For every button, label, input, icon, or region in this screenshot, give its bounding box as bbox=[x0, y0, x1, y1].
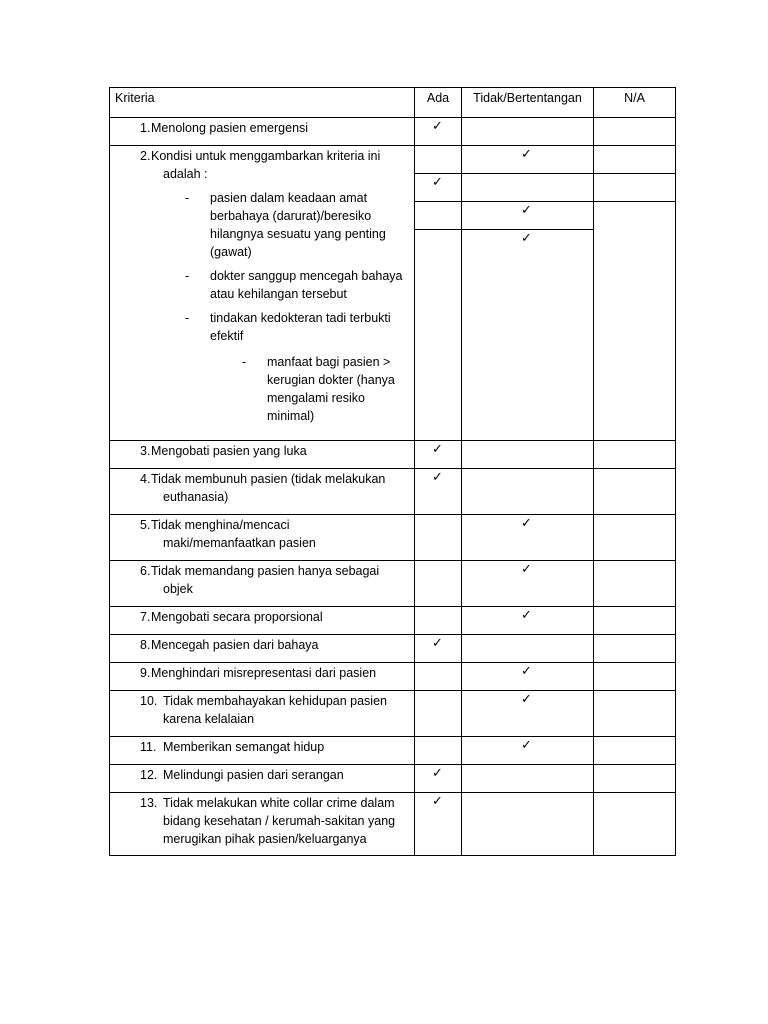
header-kriteria: Kriteria bbox=[110, 88, 415, 118]
ada-cell bbox=[415, 765, 462, 793]
tidak-cell bbox=[462, 737, 594, 765]
ada-cell bbox=[415, 118, 462, 146]
dash-bullet: - bbox=[185, 311, 190, 325]
na-cell bbox=[594, 441, 676, 469]
criteria-text-continued: adalah : bbox=[163, 167, 208, 181]
check-mark-icon: ✓ bbox=[432, 793, 443, 808]
criteria-text: Tidak melakukan white collar crime dalam bbox=[163, 796, 395, 810]
na-cell bbox=[594, 737, 676, 765]
criteria-number: 8. bbox=[140, 638, 151, 652]
criteria-cell bbox=[110, 663, 415, 691]
check-mark-icon: ✓ bbox=[521, 663, 532, 678]
sub-sub-criteria-item bbox=[110, 353, 410, 425]
table-row bbox=[110, 663, 676, 691]
sub-criteria-item bbox=[110, 309, 410, 345]
check-mark-icon: ✓ bbox=[521, 737, 532, 752]
tidak-cell bbox=[462, 515, 594, 561]
criteria-number: 10. bbox=[140, 694, 158, 708]
sub-criteria-text: manfaat bagi pasien > kerugian dokter (hanya mengalami resiko minimal) bbox=[267, 355, 395, 423]
tidak-cell bbox=[462, 635, 594, 663]
criteria-cell bbox=[110, 765, 415, 793]
table-row bbox=[110, 561, 676, 607]
criteria-cell bbox=[110, 691, 415, 737]
header-na: N/A bbox=[594, 88, 676, 118]
check-mark-icon: ✓ bbox=[432, 118, 443, 133]
dash-bullet: - bbox=[242, 355, 247, 369]
criteria-text: Tidak membahayakan kehidupan pasien bbox=[163, 694, 387, 708]
table-header-row bbox=[110, 88, 676, 118]
criteria-number: 13. bbox=[140, 796, 158, 810]
dash-bullet: - bbox=[185, 191, 190, 205]
criteria-text: Tidak memandang pasien hanya sebagai bbox=[151, 564, 380, 578]
na-cell bbox=[594, 174, 676, 202]
criteria-cell bbox=[110, 441, 415, 469]
na-cell bbox=[594, 469, 676, 515]
criteria-text: Kondisi untuk menggambarkan kriteria ini bbox=[151, 149, 381, 163]
ada-cell bbox=[415, 146, 462, 174]
ada-cell bbox=[415, 561, 462, 607]
check-mark-icon: ✓ bbox=[521, 607, 532, 622]
table-row bbox=[110, 469, 676, 515]
criteria-text: Melindungi pasien dari serangan bbox=[163, 768, 344, 782]
criteria-text: Tidak membunuh pasien (tidak melakukan bbox=[151, 472, 386, 486]
check-mark-icon: ✓ bbox=[521, 515, 532, 530]
na-cell bbox=[594, 765, 676, 793]
tidak-cell bbox=[462, 469, 594, 515]
check-mark-icon: ✓ bbox=[521, 230, 532, 245]
na-cell bbox=[594, 663, 676, 691]
criteria-text: Mencegah pasien dari bahaya bbox=[151, 638, 319, 652]
criteria-cell bbox=[110, 635, 415, 663]
na-cell bbox=[594, 635, 676, 663]
header-tidak-bertentangan: Tidak/Bertentangan bbox=[462, 88, 594, 118]
ada-cell bbox=[415, 737, 462, 765]
table-row bbox=[110, 765, 676, 793]
criteria-cell bbox=[110, 146, 415, 441]
sub-criteria-item bbox=[110, 189, 410, 261]
ada-cell bbox=[415, 691, 462, 737]
criteria-document bbox=[109, 87, 675, 856]
table-row bbox=[110, 441, 676, 469]
criteria-cell bbox=[110, 737, 415, 765]
criteria-text: Menolong pasien emergensi bbox=[151, 121, 309, 135]
check-mark-icon: ✓ bbox=[521, 691, 532, 706]
tidak-cell bbox=[462, 174, 594, 202]
tidak-cell bbox=[462, 146, 594, 174]
criteria-text-continued: bidang kesehatan / kerumah-sakitan yang bbox=[163, 814, 396, 828]
criteria-cell bbox=[110, 793, 415, 856]
tidak-cell bbox=[462, 441, 594, 469]
check-mark-icon: ✓ bbox=[521, 146, 532, 161]
criteria-cell bbox=[110, 607, 415, 635]
criteria-text-continued: maki/memanfaatkan pasien bbox=[163, 536, 316, 550]
tidak-cell bbox=[462, 230, 594, 441]
tidak-cell bbox=[462, 663, 594, 691]
sub-criteria-item bbox=[110, 267, 410, 303]
tidak-cell bbox=[462, 202, 594, 230]
criteria-cell bbox=[110, 515, 415, 561]
criteria-text: Menghindari misrepresentasi dari pasien bbox=[151, 666, 377, 680]
tidak-cell bbox=[462, 561, 594, 607]
table-row bbox=[110, 118, 676, 146]
table-row bbox=[110, 793, 676, 856]
table-row bbox=[110, 515, 676, 561]
na-cell bbox=[594, 118, 676, 146]
criteria-number: 3. bbox=[140, 444, 151, 458]
criteria-number: 2. bbox=[140, 149, 151, 163]
criteria-text: Mengobati pasien yang luka bbox=[151, 444, 307, 458]
ada-cell bbox=[415, 515, 462, 561]
table-row bbox=[110, 146, 676, 174]
ada-cell bbox=[415, 607, 462, 635]
criteria-text: Memberikan semangat hidup bbox=[163, 740, 325, 754]
na-cell bbox=[594, 691, 676, 737]
check-mark-icon: ✓ bbox=[432, 469, 443, 484]
criteria-text-continued: objek bbox=[163, 582, 193, 596]
criteria-cell bbox=[110, 118, 415, 146]
check-mark-icon: ✓ bbox=[521, 202, 532, 217]
criteria-number: 7. bbox=[140, 610, 151, 624]
na-cell bbox=[594, 202, 676, 441]
check-mark-icon: ✓ bbox=[432, 441, 443, 456]
criteria-table bbox=[109, 87, 676, 856]
criteria-cell bbox=[110, 561, 415, 607]
sub-criteria-text: tindakan kedokteran tadi terbukti efektif bbox=[210, 311, 391, 343]
table-row bbox=[110, 737, 676, 765]
sub-criteria-text: pasien dalam keadaan amat berbahaya (darurat)/beresiko hilangnya sesuatu yang penting (gawat) bbox=[210, 191, 386, 259]
criteria-text: Tidak menghina/mencaci bbox=[151, 518, 290, 532]
ada-cell bbox=[415, 635, 462, 663]
na-cell bbox=[594, 561, 676, 607]
ada-cell bbox=[415, 441, 462, 469]
dash-bullet: - bbox=[185, 269, 190, 283]
ada-cell bbox=[415, 663, 462, 691]
tidak-cell bbox=[462, 691, 594, 737]
criteria-number: 12. bbox=[140, 768, 158, 782]
ada-cell bbox=[415, 230, 462, 441]
criteria-number: 9. bbox=[140, 666, 151, 680]
criteria-text: Mengobati secara proporsional bbox=[151, 610, 323, 624]
tidak-cell bbox=[462, 765, 594, 793]
check-mark-icon: ✓ bbox=[432, 174, 443, 189]
criteria-number: 11. bbox=[140, 740, 157, 754]
na-cell bbox=[594, 515, 676, 561]
ada-cell bbox=[415, 202, 462, 230]
criteria-number: 5. bbox=[140, 518, 151, 532]
criteria-text-continued: merugikan pihak pasien/keluarganya bbox=[163, 832, 367, 846]
header-ada: Ada bbox=[415, 88, 462, 118]
check-mark-icon: ✓ bbox=[521, 561, 532, 576]
table-row bbox=[110, 691, 676, 737]
check-mark-icon: ✓ bbox=[432, 635, 443, 650]
table-row bbox=[110, 607, 676, 635]
tidak-cell bbox=[462, 793, 594, 856]
na-cell bbox=[594, 607, 676, 635]
table-row bbox=[110, 635, 676, 663]
criteria-number: 4. bbox=[140, 472, 151, 486]
ada-cell bbox=[415, 793, 462, 856]
ada-cell bbox=[415, 174, 462, 202]
tidak-cell bbox=[462, 118, 594, 146]
na-cell bbox=[594, 793, 676, 856]
na-cell bbox=[594, 146, 676, 174]
criteria-number: 6. bbox=[140, 564, 151, 578]
ada-cell bbox=[415, 469, 462, 515]
criteria-text-continued: karena kelalaian bbox=[163, 712, 255, 726]
criteria-text-continued: euthanasia) bbox=[163, 490, 229, 504]
criteria-cell bbox=[110, 469, 415, 515]
criteria-number: 1. bbox=[140, 121, 151, 135]
tidak-cell bbox=[462, 607, 594, 635]
check-mark-icon: ✓ bbox=[432, 765, 443, 780]
sub-criteria-text: dokter sanggup mencegah bahaya atau kehilangan tersebut bbox=[210, 269, 403, 301]
